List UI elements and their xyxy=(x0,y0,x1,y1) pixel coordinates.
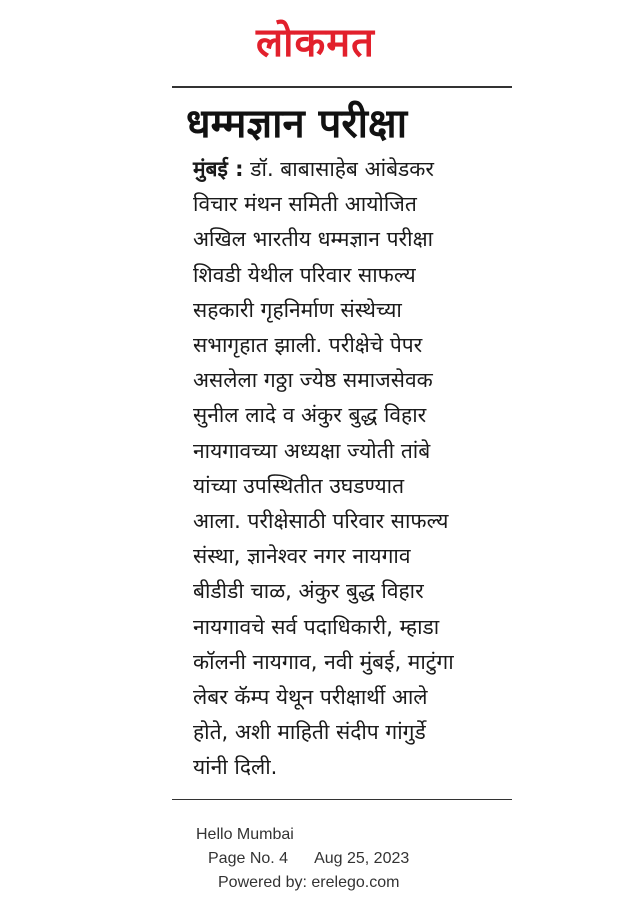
article-line: लेबर कॅम्प येथून परीक्षार्थी आले xyxy=(193,685,428,710)
article-line: बीडीडी चाळ, अंकुर बुद्ध विहार xyxy=(193,579,424,604)
article-body xyxy=(193,152,513,786)
publish-date: Aug 25, 2023 xyxy=(314,850,410,867)
article-line: होते, अशी माहिती संदीप गांगुर्डे xyxy=(193,720,426,745)
page-date-line xyxy=(208,850,508,868)
article-line: नायगावचे सर्व पदाधिकारी, म्हाडा xyxy=(193,614,440,639)
article-line: संस्था, ज्ञानेश्वर नगर नायगाव xyxy=(193,544,411,569)
article-line: सहकारी गृहनिर्माण संस्थेच्या xyxy=(193,297,402,322)
page-number: Page No. 4 xyxy=(208,850,289,867)
article-line: आला. परीक्षेसाठी परिवार साफल्य xyxy=(193,509,449,534)
powered-by[interactable]: Powered by: erelego.com xyxy=(218,874,400,891)
article-line: विचार मंथन समिती आयोजित xyxy=(193,192,417,217)
article-line: यांच्या उपस्थितीत उघडण्यात xyxy=(193,473,405,498)
article-line-text: डॉ. बाबासाहेब आंबेडकर xyxy=(250,157,435,181)
article-line: यांनी दिली. xyxy=(193,755,278,780)
article-line: कॉलनी नायगाव, नवी मुंबई, माटुंगा xyxy=(193,649,454,674)
newspaper-logo: लोकमत xyxy=(256,20,375,66)
article-line: सभागृहात झाली. परीक्षेचे पेपर xyxy=(193,333,423,358)
bottom-divider xyxy=(172,799,512,800)
article-line xyxy=(193,152,513,187)
article-line: शिवडी येथील परिवार साफल्य xyxy=(193,262,416,287)
article-line: अखिल भारतीय धम्मज्ञान परीक्षा xyxy=(193,227,434,252)
edition-name: Hello Mumbai xyxy=(196,826,294,843)
article-headline: धम्मज्ञान परीक्षा xyxy=(186,101,408,147)
top-divider xyxy=(172,86,512,88)
article-line: नायगावच्या अध्यक्षा ज्योती तांबे xyxy=(193,438,431,463)
dateline: मुंबई : xyxy=(193,157,244,181)
article-line: सुनील लादे व अंकुर बुद्ध विहार xyxy=(193,403,427,428)
article-line: असलेला गठ्ठा ज्येष्ठ समाजसेवक xyxy=(193,368,433,393)
